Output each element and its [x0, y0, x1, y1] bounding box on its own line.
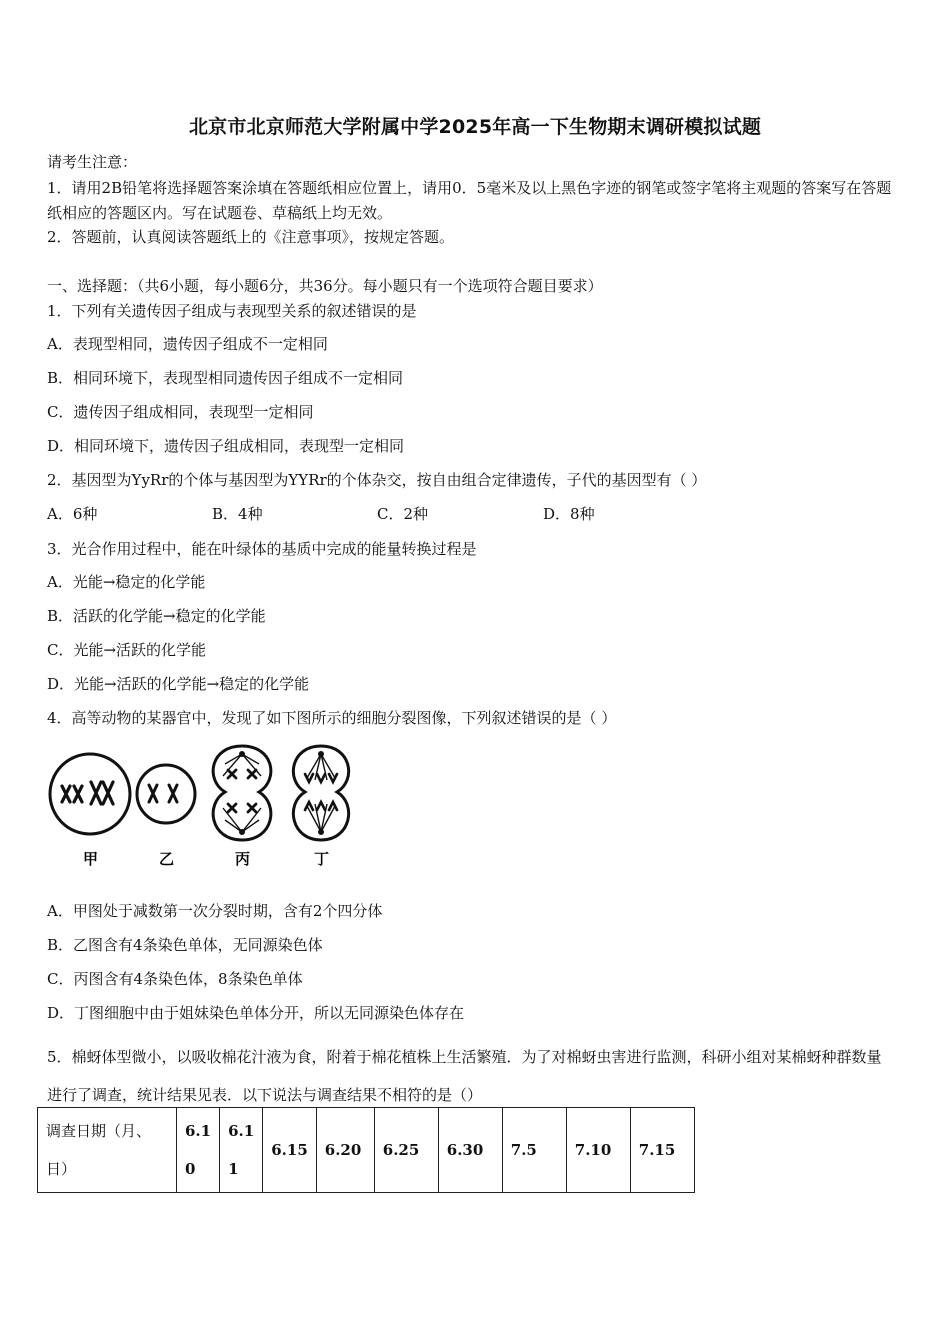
- q4-option-a: A．甲图处于减数第一次分裂时期，含有2个四分体: [47, 902, 383, 920]
- q3-option-d: D．光能→活跃的化学能→稳定的化学能: [47, 675, 310, 693]
- q2-option-d: D．8种: [543, 505, 595, 523]
- notice-item-1: 1．请用2B铅笔将选择题答案涂填在答题纸相应位置上，请用0．5毫米及以上黑色字迹的钢笔或签字笔将主观题的答案写在答题纸相应的答题区内。写在试题卷、草稿纸上均无效。: [47, 179, 892, 222]
- q3-option-b: B．活跃的化学能→稳定的化学能: [47, 607, 266, 625]
- label-jia: 甲: [83, 850, 99, 868]
- table-cell-date: [177, 1108, 220, 1193]
- q1-option-b: B．相同环境下，表现型相同遗传因子组成不一定相同: [47, 369, 404, 387]
- q5-stem: 5．棉蚜体型微小，以吸收棉花汁液为食，附着于棉花植株上生活繁殖．为了对棉蚜虫害进行监测，科研小组对某棉蚜种群数量进行了调查，统计结果见表．以下说法与调查结果不相符的是（）: [47, 1048, 882, 1104]
- cell-bing: [213, 746, 271, 840]
- cell-jia: [50, 754, 130, 834]
- q4-option-c: C．丙图含有4条染色体，8条染色单体: [47, 970, 303, 988]
- q3-option-c: C．光能→活跃的化学能: [47, 641, 207, 659]
- table-row: [38, 1108, 695, 1193]
- label-yi: 乙: [159, 850, 175, 868]
- table-header-cell: [38, 1108, 177, 1193]
- label-bing: 丙: [235, 850, 251, 868]
- table-cell-date: 6.30: [438, 1108, 502, 1193]
- cell-yi: [137, 765, 195, 823]
- label-ding: 丁: [314, 850, 330, 868]
- q2-option-c: C．2种: [377, 505, 429, 523]
- table-cell-date: 7.15: [630, 1108, 694, 1193]
- notice-item-2: 2．答题前，认真阅读答题纸上的《注意事项》，按规定答题。: [47, 228, 455, 246]
- cell-division-figure: [45, 742, 365, 872]
- date-top: 6.1: [228, 1122, 255, 1140]
- table-cell-date: 7.10: [566, 1108, 630, 1193]
- q4-stem: 4．高等动物的某器官中，发现了如下图所示的细胞分裂图像，下列叙述错误的是（ ）: [47, 709, 617, 727]
- section-heading: 一、选择题：（共6小题，每小题6分，共36分。每小题只有一个选项符合题目要求）: [47, 277, 603, 295]
- q1-option-d: D．相同环境下，遗传因子组成相同，表现型一定相同: [47, 437, 405, 455]
- header-line-1: 调查日期（月、: [46, 1122, 152, 1140]
- table-cell-date: 6.15: [263, 1108, 317, 1193]
- survey-table: [37, 1107, 695, 1193]
- table-cell-date: 7.5: [502, 1108, 566, 1193]
- table-cell-date: 6.20: [316, 1108, 374, 1193]
- q1-option-a: A．表现型相同，遗传因子组成不一定相同: [47, 335, 328, 353]
- date-bottom: 1: [228, 1160, 239, 1178]
- cell-ding: [293, 746, 348, 840]
- q3-stem: 3．光合作用过程中，能在叶绿体的基质中完成的能量转换过程是: [47, 540, 477, 558]
- notice-heading: 请考生注意：: [47, 153, 138, 171]
- q2-option-b: B．4种: [212, 505, 263, 523]
- q1-stem: 1．下列有关遗传因子组成与表现型关系的叙述错误的是: [47, 302, 417, 320]
- table-cell-date: [220, 1108, 263, 1193]
- q4-option-d: D．丁图细胞中由于姐妹染色单体分开，所以无同源染色体存在: [47, 1004, 465, 1022]
- header-line-2: 日）: [46, 1160, 77, 1178]
- q3-option-a: A．光能→稳定的化学能: [47, 573, 206, 591]
- q2-stem: 2．基因型为YyRr的个体与基因型为YYRr的个体杂交，按自由组合定律遗传，子代的基因型有（ ）: [47, 471, 707, 489]
- q1-option-c: C．遗传因子组成相同，表现型一定相同: [47, 403, 314, 421]
- q2-option-a: A．6种: [47, 505, 98, 523]
- table-cell-date: 6.25: [374, 1108, 438, 1193]
- exam-title: 北京市北京师范大学附属中学2025年高一下生物期末调研模拟试题: [188, 116, 762, 138]
- date-bottom: 0: [185, 1160, 196, 1178]
- q4-option-b: B．乙图含有4条染色单体，无同源染色体: [47, 936, 323, 954]
- date-top: 6.1: [185, 1122, 212, 1140]
